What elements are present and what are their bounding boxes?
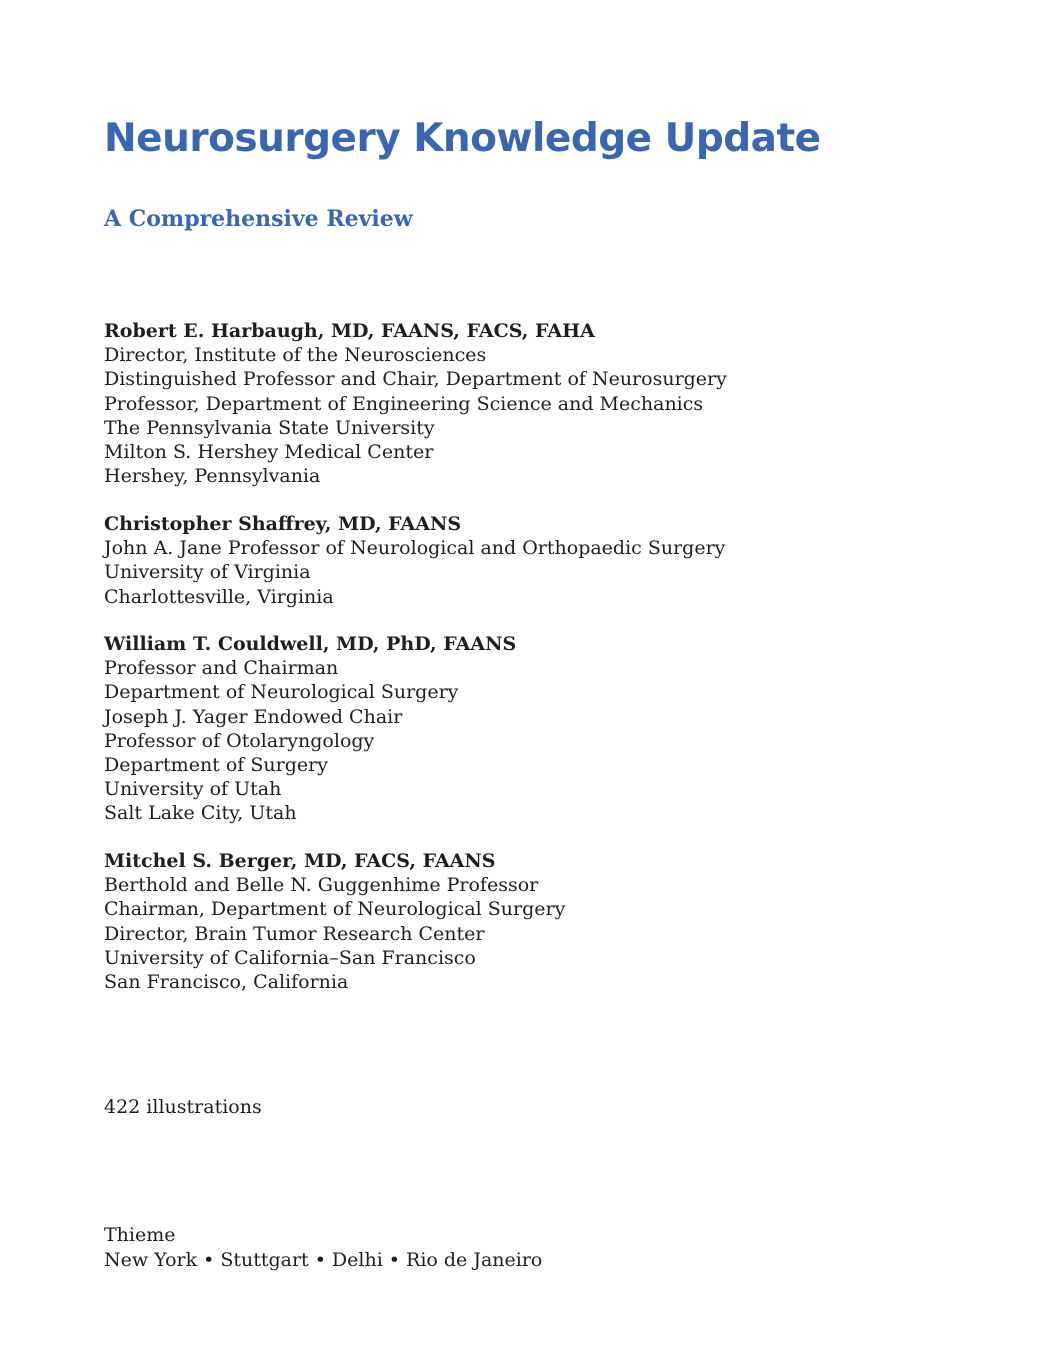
- publisher-city: New York: [104, 1248, 198, 1271]
- author-affiliation: University of California–San Francisco: [104, 946, 476, 969]
- author-affiliation: Charlottesville, Virginia: [104, 585, 334, 608]
- author-affiliation: San Francisco, California: [104, 971, 349, 994]
- publisher-city: Stuttgart: [220, 1248, 309, 1271]
- author-affiliation: Joseph J. Yager Endowed Chair: [104, 705, 403, 728]
- author-block: [104, 319, 727, 488]
- book-title: Neurosurgery Knowledge Update: [104, 116, 821, 161]
- publisher-cities: [104, 1248, 542, 1273]
- author-affiliation: Department of Neurological Surgery: [104, 681, 459, 704]
- author-affiliation: Department of Surgery: [104, 754, 328, 777]
- author-affiliation: University of Utah: [104, 778, 282, 801]
- publisher-block: [104, 1223, 542, 1272]
- author-affiliation: Chairman, Department of Neurological Surgery: [104, 898, 566, 921]
- bullet-separator: •: [203, 1248, 215, 1271]
- book-subtitle: A Comprehensive Review: [104, 206, 413, 232]
- author-name: William T. Couldwell, MD, PhD, FAANS: [104, 633, 517, 655]
- bullet-separator: •: [388, 1248, 401, 1271]
- illustrations-count: 422 illustrations: [104, 1096, 262, 1118]
- author-affiliation: Director, Institute of the Neurosciences: [104, 344, 487, 367]
- author-name: Robert E. Harbaugh, MD, FAANS, FACS, FAHA: [104, 320, 595, 342]
- publisher-city: Rio de Janeiro: [406, 1248, 543, 1271]
- publisher-city: Delhi: [331, 1248, 383, 1271]
- author-affiliation: The Pennsylvania State University: [104, 416, 435, 439]
- author-name: Christopher Shaffrey, MD, FAANS: [104, 513, 462, 535]
- author-affiliation: Professor and Chairman: [104, 657, 339, 680]
- author-affiliation: Distinguished Professor and Chair, Department of Neurosurgery: [104, 368, 727, 391]
- bullet-separator: •: [314, 1248, 326, 1271]
- author-affiliation: Berthold and Belle N. Guggenhime Professor: [104, 874, 539, 897]
- author-affiliation: Professor, Department of Engineering Science and Mechanics: [104, 392, 704, 415]
- author-affiliation: Salt Lake City, Utah: [104, 802, 297, 825]
- author-block: [104, 632, 516, 826]
- publisher-name: Thieme: [104, 1224, 176, 1246]
- author-block: [104, 849, 565, 994]
- author-affiliation: John A. Jane Professor of Neurological and Orthopaedic Surgery: [104, 537, 726, 560]
- author-affiliation: University of Virginia: [104, 561, 311, 584]
- author-affiliation: Hershey, Pennsylvania: [104, 465, 321, 488]
- author-affiliation: Professor of Otolaryngology: [104, 729, 375, 752]
- author-name: Mitchel S. Berger, MD, FACS, FAANS: [104, 850, 496, 872]
- author-block: [104, 512, 725, 609]
- author-affiliation: Milton S. Hershey Medical Center: [104, 441, 434, 464]
- author-affiliation: Director, Brain Tumor Research Center: [104, 922, 485, 945]
